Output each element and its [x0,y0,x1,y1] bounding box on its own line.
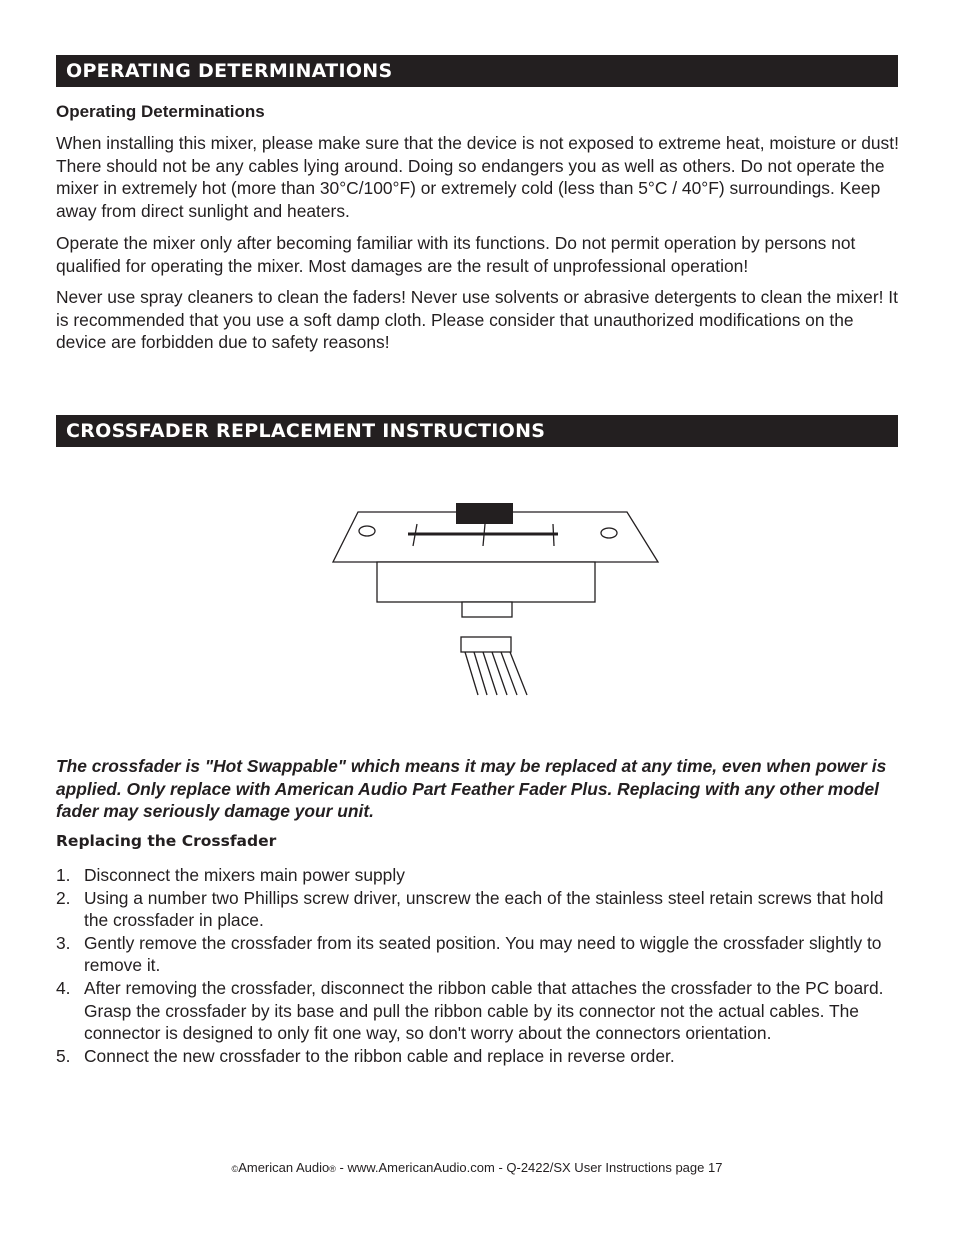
fader-knob [456,503,513,524]
replacement-steps [56,864,901,1067]
fader-connector [462,602,512,617]
section-header-crossfader: CROSSFADER REPLACEMENT INSTRUCTIONS [56,415,898,447]
list-item: 3. Gently remove the crossfader from its seated position. You may need to wiggle the crossfader slightly to remove it. [56,932,882,976]
subheading-replacing: Replacing the Crossfader [56,832,277,850]
paragraph-cleaning: Never use spray cleaners to clean the faders! Never use solvents or abrasive detergents to clean the mixer! It is recommended that you use a soft damp cloth. Please consider that unauthorized modifications on the device are forbidden due to safety reasons! [56,287,898,353]
list-item: 4. After removing the crossfader, disconnect the ribbon cable that attaches the crossfader to the PC board. Grasp the crossfader by its base and pull the ribbon cable by its connector not the actual cables. The connector is designed to only fit one way, so don't worry about the connectors orientation. [56,977,884,1044]
footer-text: - www.AmericanAudio.com - Q-2422/SX User Instructions page 17 [335,1160,723,1175]
fader-body [377,562,595,602]
ribbon-wire-5 [501,652,517,695]
page-footer [0,1160,954,1175]
ribbon-wire-6 [510,652,527,695]
list-item: 1. Disconnect the mixers main power supply [56,865,405,885]
list-item: 2. Using a number two Phillips screw driver, unscrew the each of the stainless steel retain screws that hold the crossfader in place. [56,887,884,931]
list-item: 5. Connect the new crossfader to the ribbon cable and replace in reverse order. [56,1045,675,1066]
section-header-operating: OPERATING DETERMINATIONS [56,55,898,87]
hot-swap-warning: The crossfader is "Hot Swappable" which means it may be replaced at any time, even when power is applied. Only replace with American Audio Part Feather Fader Plus. Replacing with any other model fader may seriously damage your unit. [56,756,887,822]
copyright-symbol: © [231,1164,239,1174]
registered-symbol: ® [329,1164,336,1174]
footer-brand: American Audio [238,1160,330,1175]
subheading-operating: Operating Determinations [56,102,265,121]
paragraph-familiarity: Operate the mixer only after becoming familiar with its functions. Do not permit operation by persons not qualified for operating the mixer. Most damages are the result of unprofessional operation! [56,233,856,276]
paragraph-installation: When installing this mixer, please make sure that the device is not exposed to extreme heat, moisture or dust! There should not be any cables lying around. Doing so endangers you as well as others. Do not operate the mixer in extremely hot (more than 30°C/100°F) or extremely cold (less than 5°C / 40°F) surroundings. Keep away from direct sunlight and heaters. [56,133,899,221]
ribbon-connector [461,637,511,652]
